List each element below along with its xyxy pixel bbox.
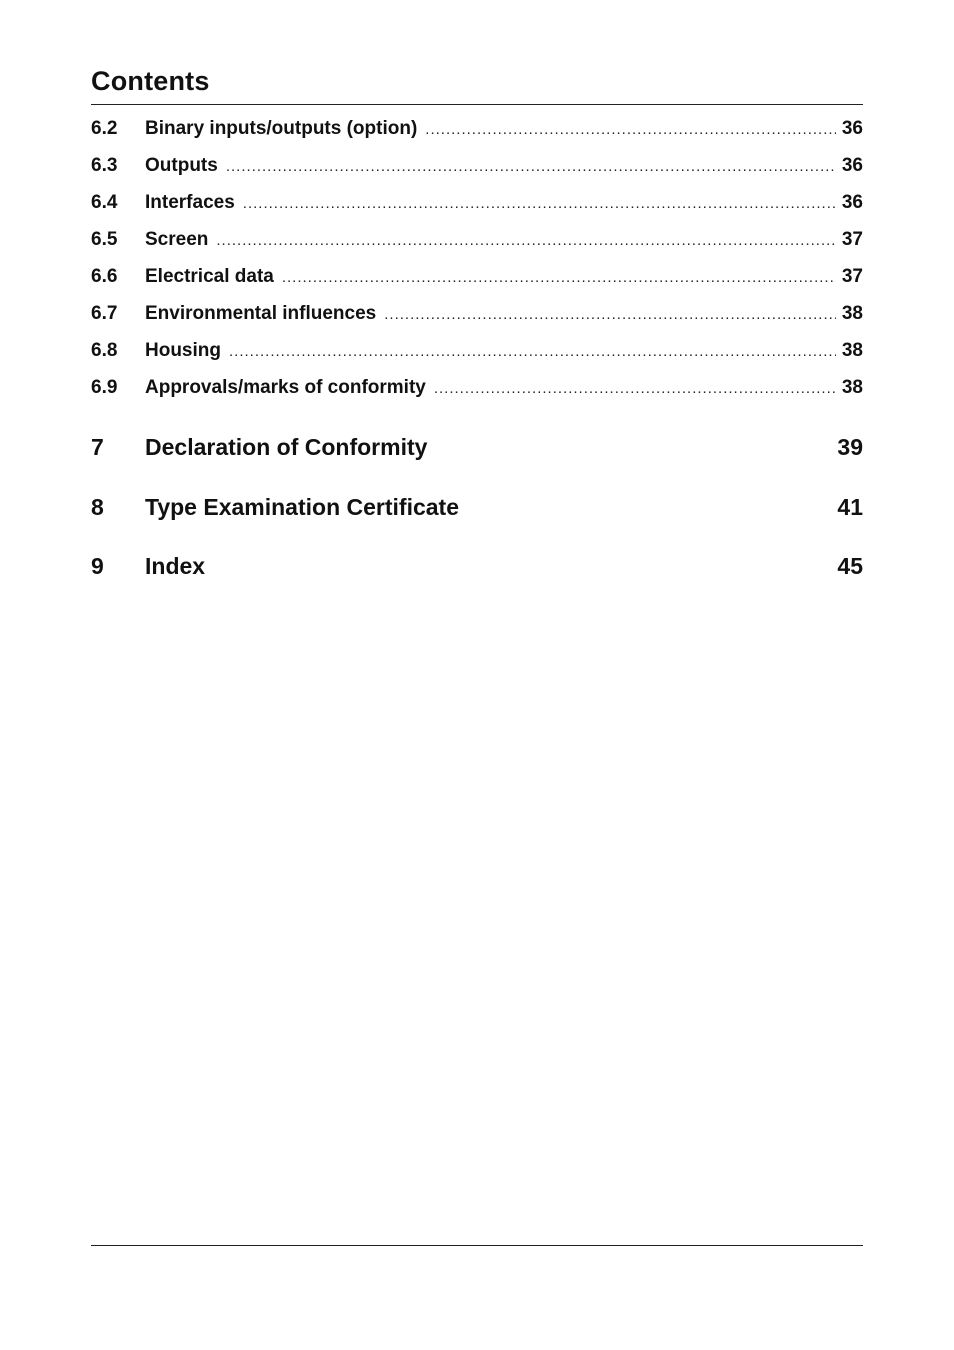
dot-leader — [282, 269, 836, 286]
toc-entry-title[interactable]: Electrical data — [145, 266, 274, 287]
toc-chapter-page[interactable]: 39 — [837, 434, 863, 460]
header-divider — [91, 104, 863, 105]
toc-entry-page[interactable]: 36 — [841, 155, 863, 176]
toc-chapter-8[interactable] — [91, 494, 863, 521]
toc-entry-6-6[interactable] — [91, 266, 863, 303]
toc-entry-number: 6.9 — [91, 377, 118, 398]
toc-entry-title[interactable]: Binary inputs/outputs (option) — [145, 118, 418, 139]
dot-leader — [216, 232, 835, 249]
toc-entry-page[interactable]: 36 — [841, 192, 863, 213]
toc-entry-title[interactable]: Interfaces — [145, 192, 235, 213]
dot-leader — [425, 121, 836, 138]
dot-leader — [229, 343, 836, 360]
toc-entry-page[interactable]: 38 — [841, 340, 863, 361]
toc-entry-6-4[interactable] — [91, 192, 863, 229]
toc-chapter-title[interactable]: Type Examination Certificate — [145, 494, 459, 520]
toc-entry-number: 6.2 — [91, 118, 118, 139]
toc-entry-title[interactable]: Environmental influences — [145, 303, 377, 324]
toc-entry-6-5[interactable] — [91, 229, 863, 266]
dot-leader — [226, 158, 836, 175]
toc-entry-page[interactable]: 37 — [841, 229, 863, 250]
toc-entry-number: 6.6 — [91, 266, 118, 287]
toc-entry-title[interactable]: Approvals/marks of conformity — [145, 377, 426, 398]
toc-entry-6-3[interactable] — [91, 155, 863, 192]
toc-entry-page[interactable]: 38 — [841, 303, 863, 324]
toc-entry-number: 6.7 — [91, 303, 118, 324]
toc-entry-number: 6.5 — [91, 229, 118, 250]
toc-entry-6-9[interactable] — [91, 377, 863, 414]
toc-entry-title[interactable]: Housing — [145, 340, 221, 361]
toc-entry-page[interactable]: 38 — [841, 377, 863, 398]
toc-chapter-number: 7 — [91, 434, 104, 460]
dot-leader — [384, 306, 836, 323]
toc-chapter-page[interactable]: 45 — [837, 553, 863, 579]
toc-entry-6-8[interactable] — [91, 340, 863, 377]
toc-subsection-list — [91, 118, 863, 414]
toc-entry-title[interactable]: Outputs — [145, 155, 218, 176]
toc-chapter-title[interactable]: Index — [145, 553, 206, 579]
toc-chapter-page[interactable]: 41 — [837, 494, 863, 520]
toc-entry-number: 6.4 — [91, 192, 118, 213]
toc-entry-6-7[interactable] — [91, 303, 863, 340]
toc-entry-number: 6.8 — [91, 340, 118, 361]
toc-chapter-number: 9 — [91, 553, 104, 579]
toc-entry-6-2[interactable] — [91, 118, 863, 155]
toc-entry-page[interactable]: 37 — [841, 266, 863, 287]
toc-chapter-title[interactable]: Declaration of Conformity — [145, 434, 428, 460]
toc-chapter-7[interactable] — [91, 434, 863, 461]
toc-entry-page[interactable]: 36 — [841, 118, 863, 139]
toc-entry-title[interactable]: Screen — [145, 229, 209, 250]
dot-leader — [434, 380, 836, 397]
toc-chapter-9[interactable] — [91, 553, 863, 580]
toc-chapter-number: 8 — [91, 494, 104, 520]
dot-leader — [243, 195, 836, 212]
page-title: Contents — [91, 66, 210, 96]
footer-divider — [91, 1245, 863, 1246]
toc-entry-number: 6.3 — [91, 155, 118, 176]
